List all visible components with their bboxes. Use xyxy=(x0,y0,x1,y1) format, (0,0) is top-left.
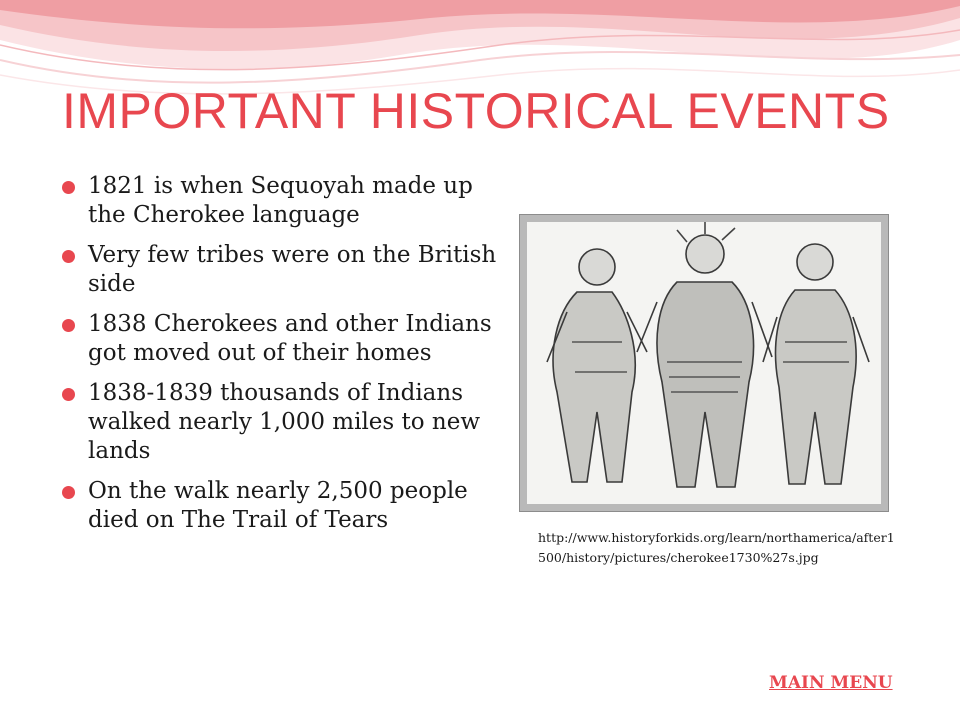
bullet-item xyxy=(62,172,512,230)
engraving-picture xyxy=(527,222,881,504)
bullet-dot-icon xyxy=(62,250,75,263)
bullet-item xyxy=(62,477,512,535)
main-menu-link[interactable]: MAIN MENU xyxy=(769,673,893,693)
bullet-text: 1821 is when Sequoyah made up the Cherokee language xyxy=(88,173,473,228)
bullet-text: 1838-1839 thousands of Indians walked nearly 1,000 miles to new lands xyxy=(88,380,481,464)
bullet-text: On the walk nearly 2,500 people died on The Trail of Tears xyxy=(88,478,468,533)
bullet-text: Very few tribes were on the British side xyxy=(88,242,497,297)
bullet-dot-icon xyxy=(62,319,75,332)
image-source-caption: http://www.historyforkids.org/learn/northamerica/after1500/history/pictures/cherokee1730%27s.jpg xyxy=(538,530,895,565)
cherokee-engraving-image xyxy=(519,214,889,512)
bullet-item xyxy=(62,379,512,466)
bullet-dot-icon xyxy=(62,388,75,401)
three-cherokee-figures-illustration xyxy=(527,222,881,504)
bullet-text: 1838 Cherokees and other Indians got moved out of their homes xyxy=(88,311,492,366)
bullet-item xyxy=(62,310,512,368)
bullet-item xyxy=(62,241,512,299)
bullet-list xyxy=(62,172,512,546)
bullet-dot-icon xyxy=(62,181,75,194)
slide-title: IMPORTANT HISTORICAL EVENTS xyxy=(62,83,890,139)
bullet-dot-icon xyxy=(62,486,75,499)
